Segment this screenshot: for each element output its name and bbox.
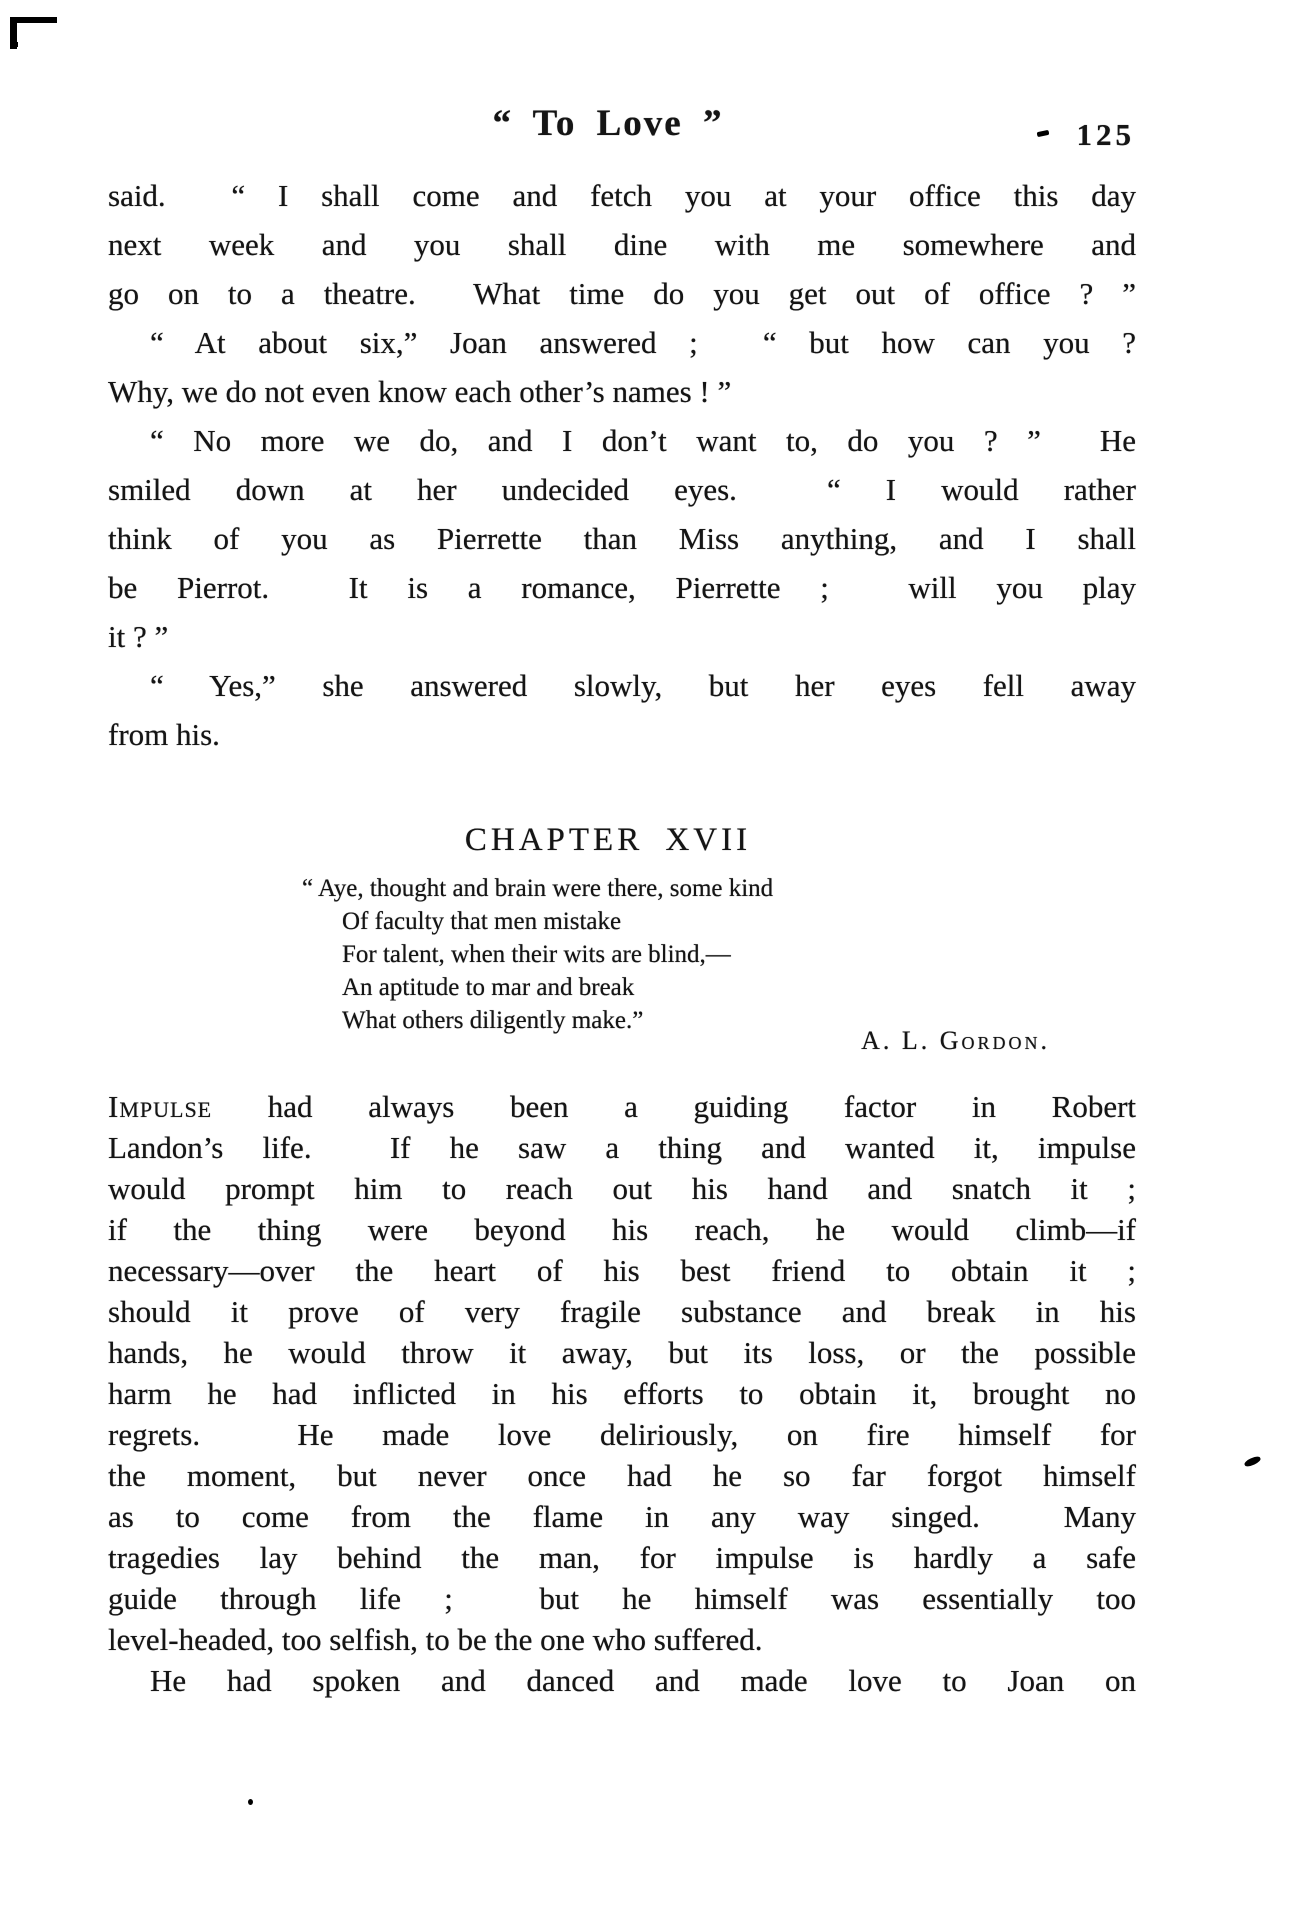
epigraph-line: “ Aye, thought and brain were there, some kind [302,875,774,902]
text-line: “ No more we do, and I don’t want to, do you ? ” He [150,423,1136,458]
epigraph-line: For talent, when their wits are blind,— [342,941,731,968]
text-line: go on to a theatre. What time do you get out of office ? ” [108,276,1136,311]
text-line: Why, we do not even know each other’s names ! ” [108,374,732,409]
running-title: “ To Love ” [492,103,724,144]
text-line: Landon’s life. If he saw a thing and wanted it, impulse [108,1130,1136,1165]
text-line: harm he had inflicted in his efforts to obtain it, brought no [108,1376,1136,1411]
text-line: said. “ I shall come and fetch you at your office this day [108,178,1136,213]
text-line: would prompt him to reach out his hand and snatch it ; [108,1171,1136,1206]
text-line: level-headed, too selfish, to be the one who suffered. [108,1622,763,1657]
scan-speck-artifact [13,42,18,47]
scan-speck-artifact [248,1799,253,1805]
text-line: regrets. He made love deliriously, on fire himself for [108,1417,1136,1452]
scan-ink-fleck-artifact [1243,1455,1261,1468]
text-line: from his. [108,717,220,752]
page-number: 125 [1076,117,1135,152]
epigraph-line: An aptitude to mar and break [342,974,635,1001]
text-line: tragedies lay behind the man, for impulse is hardly a safe [108,1540,1136,1575]
lead-word-smallcaps: Impulse [108,1089,213,1124]
text-line: He had spoken and danced and made love to Joan on [150,1663,1136,1698]
epigraph-poem [302,872,942,1037]
dialogue-text-block [108,171,1136,759]
text-line: as to come from the flame in any way singed. Many [108,1499,1136,1534]
text-line: it ? ” [108,619,169,654]
text-line: smiled down at her undecided eyes. “ I would rather [108,472,1136,507]
text-line: should it prove of very fragile substance and break in his [108,1294,1136,1329]
chapter-body-text-block [108,1086,1136,1701]
text-line: be Pierrot. It is a romance, Pierrette ; will you play [108,570,1136,605]
text-line: think of you as Pierrette than Miss anything, and I shall [108,521,1136,556]
text-line: hands, he would throw it away, but its loss, or the possible [108,1335,1136,1370]
text-line: if the thing were beyond his reach, he would climb—if [108,1212,1136,1247]
text-line: “ At about six,” Joan answered ; “ but how can you ? [150,325,1136,360]
text-line: guide through life ; but he himself was essentially too [108,1581,1136,1616]
text-line: “ Yes,” she answered slowly, but her eyes fell away [150,668,1136,703]
text-line: next week and you shall dine with me somewhere and [108,227,1136,262]
epigraph-attribution: A. L. Gordon. [861,1026,1050,1055]
text-line: Impulse had always been a guiding factor in Robert [108,1089,1137,1124]
text-line: the moment, but never once had he so far forgot himself [108,1458,1136,1493]
epigraph-line: What others diligently make.” [342,1007,644,1034]
chapter-heading: CHAPTER XVII [464,822,752,858]
text-line: necessary—over the heart of his best friend to obtain it ; [108,1253,1136,1288]
epigraph-line: Of faculty that men mistake [342,908,622,935]
